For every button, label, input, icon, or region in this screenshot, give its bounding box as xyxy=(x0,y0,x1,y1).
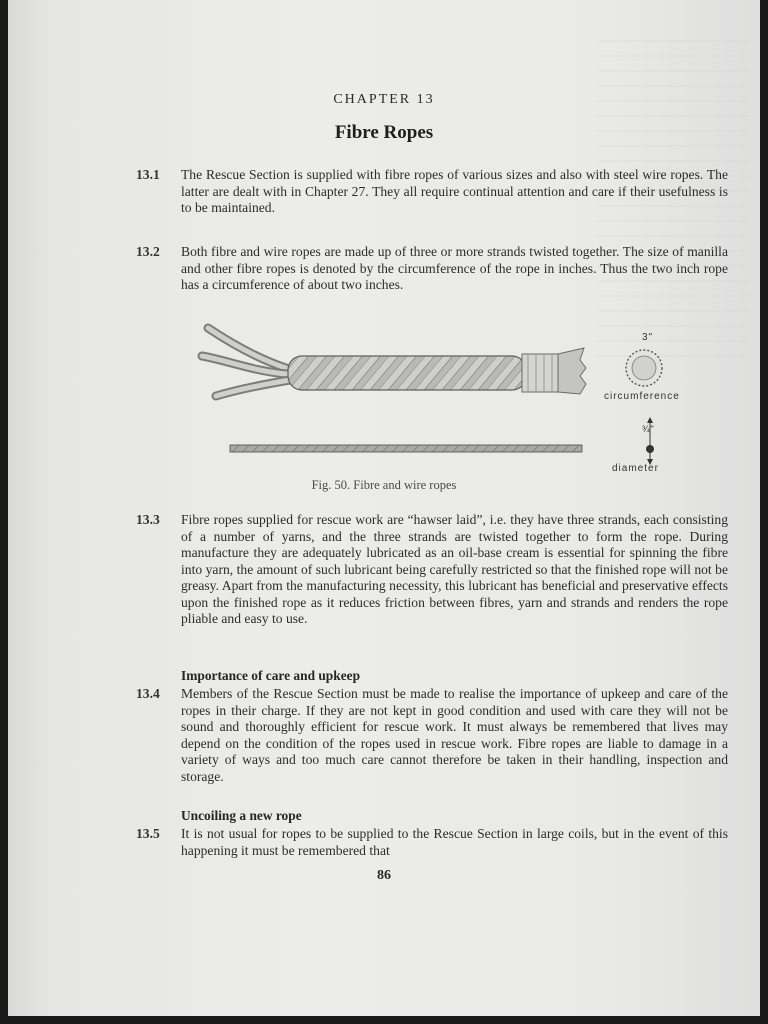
paragraph-number: 13.1 xyxy=(136,167,160,182)
chapter-title: Fibre Ropes xyxy=(334,122,434,143)
circumference-value: 3" xyxy=(642,332,654,343)
paragraph-13-1 xyxy=(136,167,728,217)
circumference-label: circumference xyxy=(604,391,680,402)
paragraph-text: Fibre ropes supplied for rescue work are “hawser laid”, i.e. they have three strands, each consisting of a number of yarns, and the three strands are twisted together to form the rope. During manufacture they are adequately lubricated as an oil-base cream is essential for spinning the fibre into yarn, the amount of such lubricant being carefully restricted so that the finished rope will not be greasy. Apart from the manufacturing necessity, this lubricant has beneficial and preservative effects upon the finished rope as it reduces friction between fibres, yarn and strands and renders the rope pliable and easy to use. xyxy=(181,512,728,626)
paragraph-text: Both fibre and wire ropes are made up of three or more strands twisted together. The size of manilla and other fibre ropes is denoted by the circumference of the rope in inches. Thus the two inch rope has a circumference of about two inches. xyxy=(181,244,728,292)
paragraph-number: 13.3 xyxy=(136,512,160,527)
figure-caption: Fig. 50. Fibre and wire ropes xyxy=(311,478,457,492)
diameter-value: ¾" xyxy=(642,424,655,434)
page-number: 86 xyxy=(377,868,391,883)
paragraph-text: It is not usual for ropes to be supplied to the Rescue Section in large coils, but in the event of this happening it must be remembered that xyxy=(181,826,728,858)
paragraph-13-2 xyxy=(136,244,728,294)
paragraph-number: 13.4 xyxy=(136,686,160,701)
paragraph-text: The Rescue Section is supplied with fibre ropes of various sizes and also with steel wire ropes. The latter are dealt with in Chapter 27. They all require continual attention and care if their usefulness is to be maintained. xyxy=(181,167,728,215)
diameter-label: diameter xyxy=(612,463,659,474)
wire-rope xyxy=(230,445,582,452)
fibre-rope xyxy=(202,328,586,396)
paragraph-13-5 xyxy=(136,826,728,859)
chapter-label: CHAPTER 13 xyxy=(333,92,435,107)
circumference-diagram xyxy=(626,350,662,386)
paragraph-13-3 xyxy=(136,512,728,628)
rope-figure xyxy=(196,318,720,478)
paragraph-number: 13.5 xyxy=(136,826,160,841)
book-page xyxy=(8,0,760,1016)
heading-care-and-upkeep: Importance of care and upkeep xyxy=(181,668,361,683)
paragraph-13-4 xyxy=(136,686,728,785)
paragraph-text: Members of the Rescue Section must be made to realise the importance of upkeep and care of the ropes in their charge. If they are not kept in good condition and used with care they will not be sound and thoroughly efficient for rescue work. It must always be remembered that lives may depend on the condition of the ropes used in rescue work. Fibre ropes are liable to damage in a variety of ways and too much care cannot therefore be taken in their handling, inspection and storage. xyxy=(181,686,728,784)
heading-uncoiling: Uncoiling a new rope xyxy=(181,808,302,823)
paragraph-number: 13.2 xyxy=(136,244,160,259)
